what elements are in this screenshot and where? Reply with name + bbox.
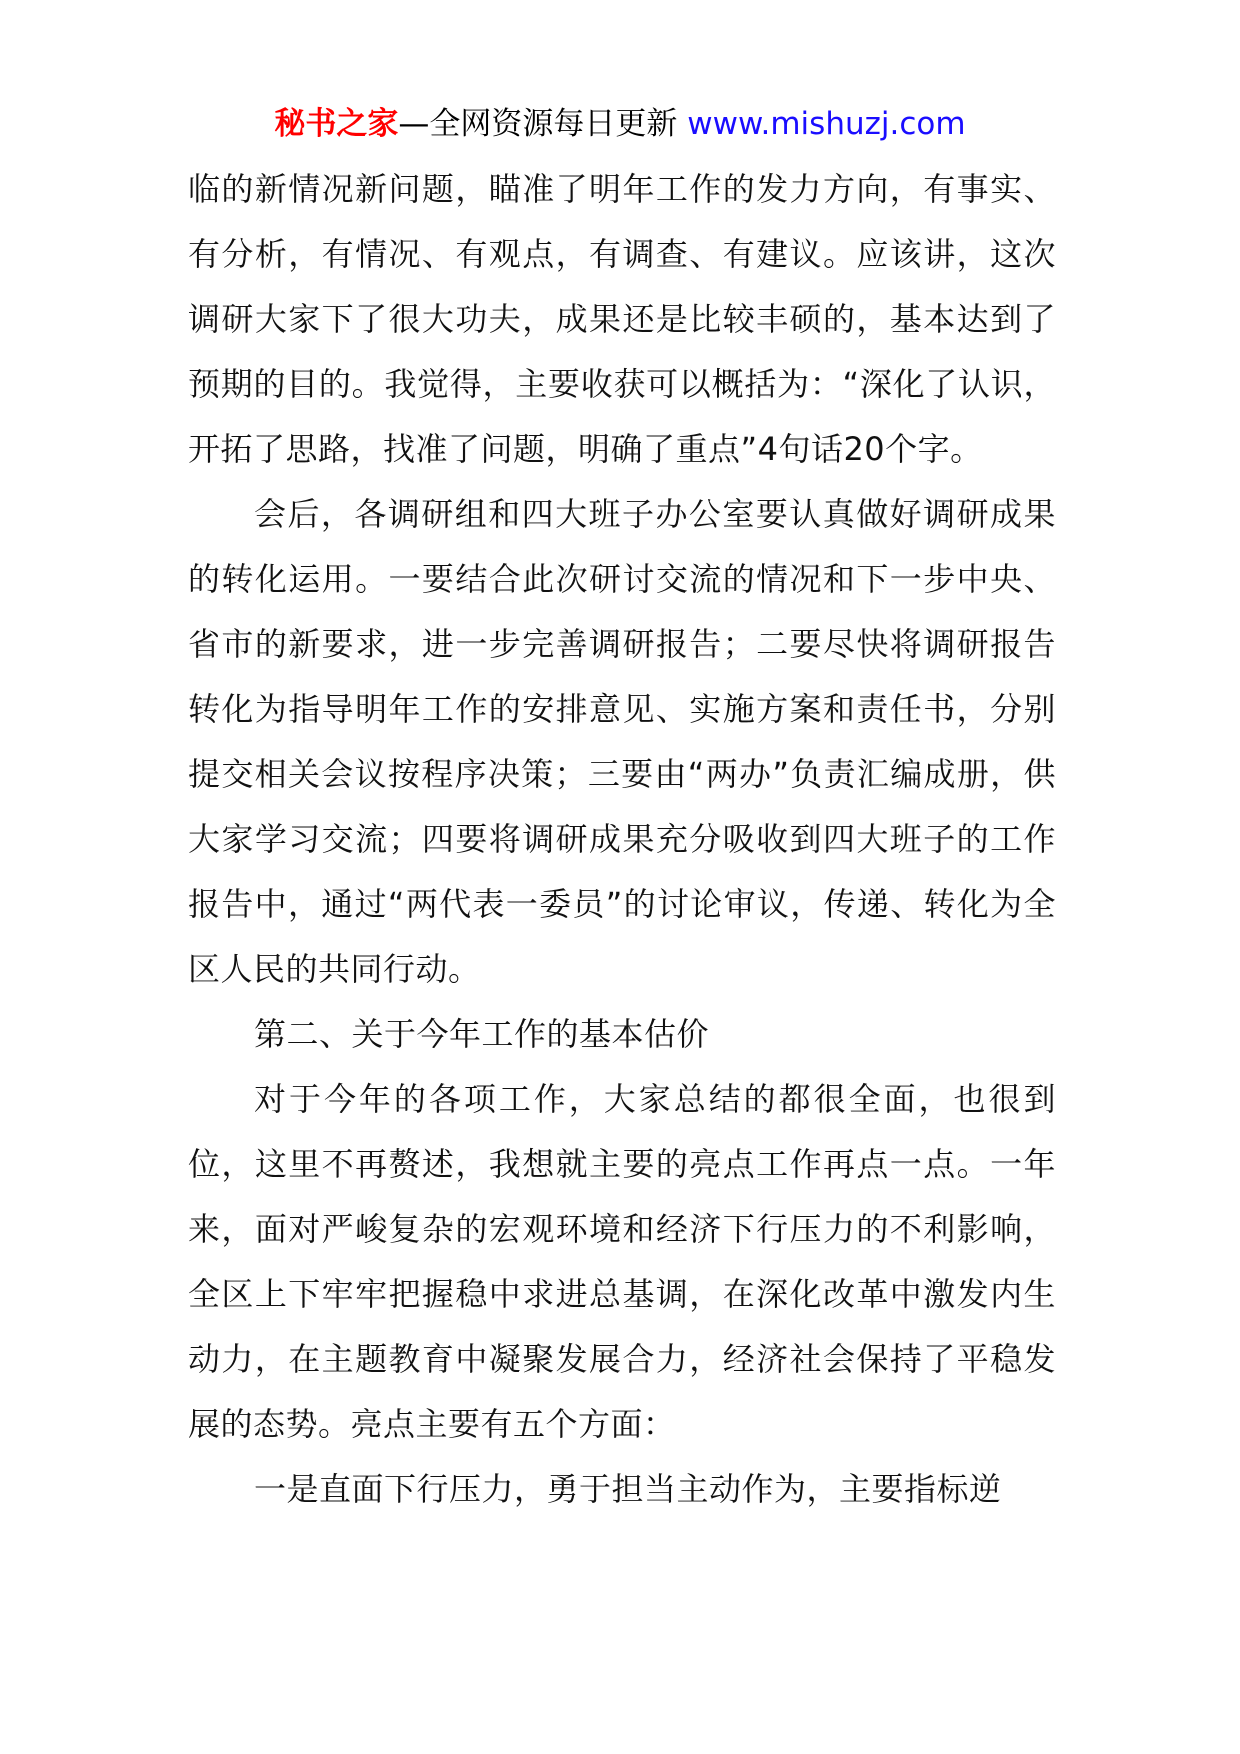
paragraph-continuation: 临的新情况新问题，瞄准了明年工作的发力方向，有事实、有分析，有情况、有观点，有调查、有建议。应该讲，这次调研大家下了很大功夫，成果还是比较丰硕的，基本达到了预期的目的。我觉得，主要收获可以概括为：“深化了认识，开拓了思路，找准了问题，明确了重点”4句话20个字。 xyxy=(188,170,1056,468)
paragraph-research-results: 会后，各调研组和四大班子办公室要认真做好调研成果的转化运用。一要结合此次研讨交流的情况和下一步中央、省市的新要求，进一步完善调研报告；二要尽快将调研报告转化为指导明年工作的安排意见、实施方案和责任书，分别提交相关会议按程序决策；三要由“两办”负责汇编成册，供大家学习交流；四要将调研成果充分吸收到四大班子的工作报告中，通过“两代表一委员”的讨论审议，传递、转化为全区人民的共同行动。 xyxy=(188,495,1056,988)
header-tagline: —全网资源每日更新 xyxy=(398,106,678,142)
paragraph-annual-review: 对于今年的各项工作，大家总结的都很全面，也很到位，这里不再赘述，我想就主要的亮点工作再点一点。一年来，面对严峻复杂的宏观环境和经济下行压力的不利影响，全区上下牢牢把握稳中求进总基调，在深化改革中激发内生动力，在主题教育中凝聚发展合力，经济社会保持了平稳发展的态势。亮点主要有五个方面： xyxy=(188,1080,1056,1443)
website-link[interactable]: www.mishuzj.com xyxy=(687,106,966,142)
paragraph-highlight-one: 一是直面下行压力，勇于担当主动作为，主要指标逆 xyxy=(254,1470,1002,1508)
section-heading: 第二、关于今年工作的基本估价 xyxy=(254,1015,710,1053)
document-body xyxy=(188,157,1056,1522)
brand-name: 秘书之家 xyxy=(274,106,399,142)
page-header xyxy=(0,104,1240,144)
